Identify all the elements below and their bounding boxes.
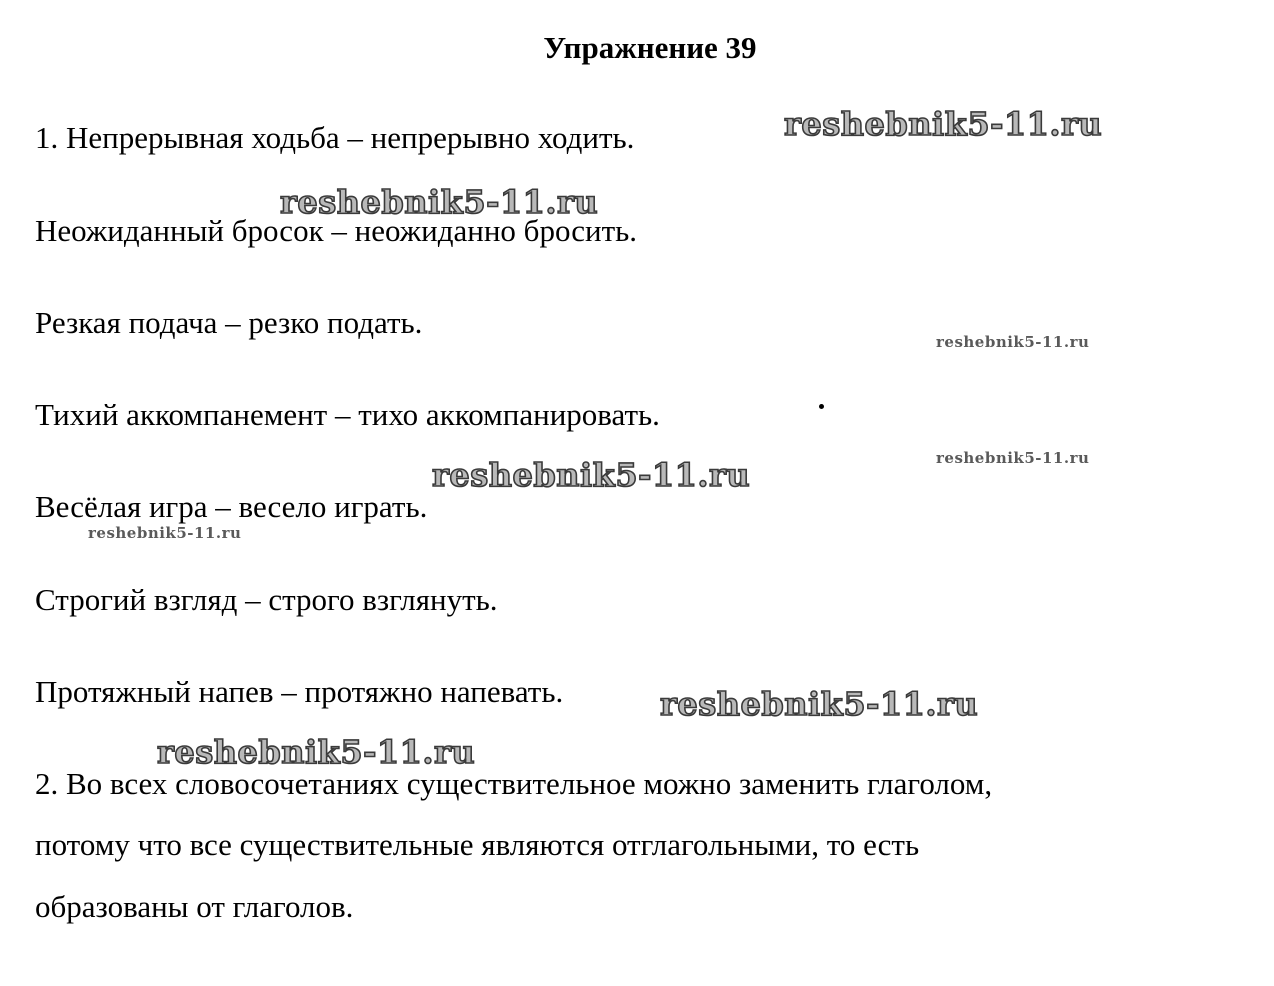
explanation-line-3: образованы от глаголов. (35, 889, 354, 924)
watermark: reshebnik5-11.ru (157, 733, 476, 771)
watermark: reshebnik5-11.ru (936, 333, 1090, 351)
answer-line-6: Строгий взгляд – строго взглянуть. (35, 582, 498, 617)
answer-line-1: 1. Непрерывная ходьба – непрерывно ходить. (35, 120, 635, 155)
page-title: Упражнение 39 (543, 30, 757, 65)
answer-line-7: Протяжный напев – протяжно напевать. (35, 674, 564, 709)
explanation-line-2: потому что все существительные являются отглагольными, то есть (35, 827, 920, 862)
answer-line-5: Весёлая игра – весело играть. (35, 489, 428, 524)
watermark: reshebnik5-11.ru (280, 183, 599, 221)
stray-dot (819, 404, 824, 409)
watermark: reshebnik5-11.ru (936, 449, 1090, 467)
watermark: reshebnik5-11.ru (660, 685, 979, 723)
watermark: reshebnik5-11.ru (88, 524, 242, 542)
explanation-line-1: 2. Во всех словосочетаниях существительное можно заменить глаголом, (35, 766, 993, 801)
answer-line-2: Неожиданный бросок – неожиданно бросить. (35, 213, 638, 248)
answer-line-4: Тихий аккомпанемент – тихо аккомпанировать. (35, 397, 660, 432)
watermark: reshebnik5-11.ru (432, 456, 751, 494)
answer-line-3: Резкая подача – резко подать. (35, 305, 423, 340)
watermark: reshebnik5-11.ru (784, 105, 1103, 143)
